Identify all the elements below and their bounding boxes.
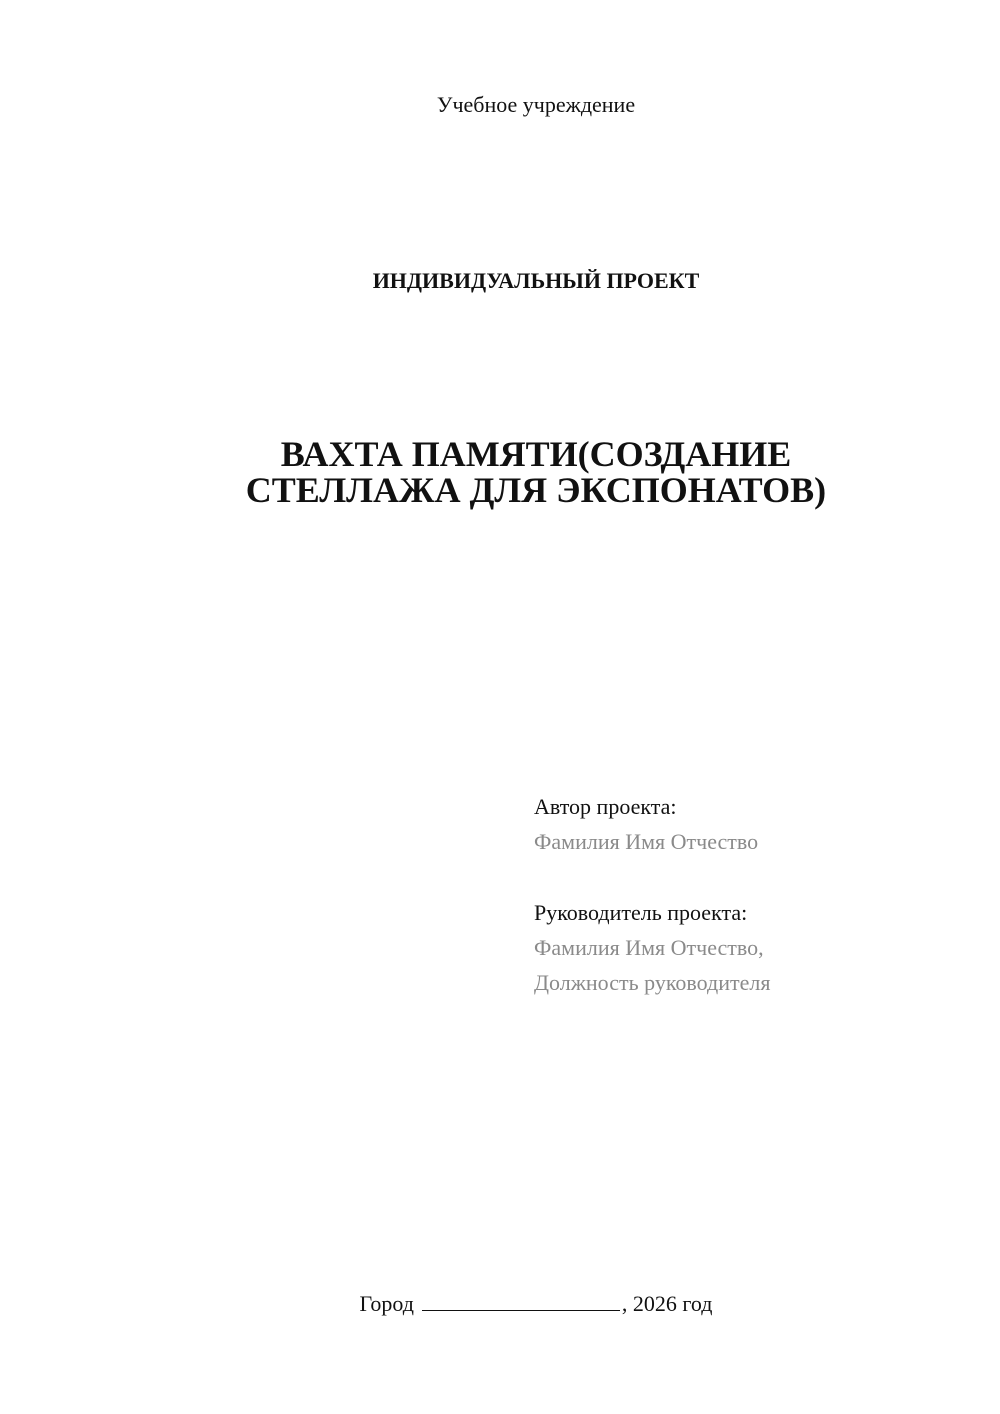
- credits-spacer: [534, 859, 770, 895]
- supervisor-name: Фамилия Имя Отчество,: [534, 935, 764, 960]
- author-label: Автор проекта:: [534, 794, 677, 819]
- project-title-line-1: ВАХТА ПАМЯТИ(СОЗДАНИЕ: [280, 434, 792, 474]
- footer-city-year: [0, 1290, 1000, 1318]
- author-name: Фамилия Имя Отчество: [534, 829, 759, 854]
- project-title-line-2: СТЕЛЛАЖА ДЛЯ ЭКСПОНАТОВ): [245, 470, 827, 510]
- institution-name: Учебное учреждение: [436, 92, 636, 117]
- footer-city-label: Город: [359, 1291, 414, 1316]
- project-credits: [534, 789, 770, 1000]
- project-title: [0, 436, 1000, 508]
- supervisor-position: Должность руководителя: [534, 970, 771, 995]
- supervisor-label: Руководитель проекта:: [534, 900, 748, 925]
- project-type-heading: ИНДИВИДУАЛЬНЫЙ ПРОЕКТ: [372, 268, 700, 293]
- city-blank-line: [422, 1290, 620, 1311]
- footer-year: , 2026 год: [621, 1291, 713, 1316]
